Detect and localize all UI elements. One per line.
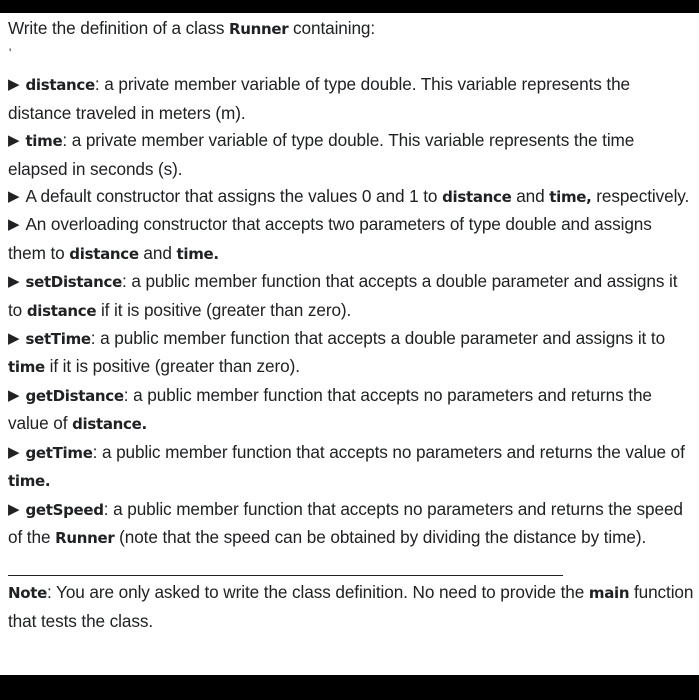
section-divider (8, 575, 563, 576)
note-paragraph (8, 579, 694, 635)
item-text: An overloading constructor that accepts two parameters of type double and assigns them to (8, 214, 652, 263)
item-text: if it is positive (greater than zero). (44, 356, 300, 377)
question-content (8, 15, 694, 635)
arrow-bullet-icon: ▶ (8, 188, 20, 206)
item-text: if it is positive (greater than zero). (96, 299, 352, 320)
intro-paragraph (8, 15, 694, 43)
item-text: : a private member variable of type double. This variable represents the time elapsed in seconds (s). (8, 130, 635, 179)
note-text: : You are only asked to write the class definition. No need to provide the (47, 582, 589, 603)
item-text: : a public member function that accepts a double parameter and assigns it to (8, 271, 678, 320)
list-item-set-time (8, 325, 694, 382)
list-item-time (8, 127, 694, 183)
list-item-get-speed (8, 496, 694, 553)
item-term: distance (69, 244, 139, 263)
item-text: and (511, 186, 550, 207)
list-item-get-distance (8, 382, 694, 439)
note-text: function that tests the class. (8, 582, 694, 631)
stray-mark: ' (9, 46, 12, 61)
arrow-bullet-icon: ▶ (8, 132, 20, 150)
item-term: getTime (25, 443, 93, 462)
list-item-get-time (8, 439, 694, 496)
item-term: time (8, 358, 45, 377)
item-term: distance. (72, 415, 147, 434)
item-text: A default constructor that assigns the values 0 and 1 to (25, 186, 443, 207)
note-term: main (588, 584, 630, 603)
item-text: : a public member function that accepts no parameters and returns the value of (8, 384, 652, 434)
item-term: setTime (25, 330, 91, 349)
list-item-overloading-constructor (8, 211, 694, 268)
arrow-bullet-icon: ▶ (8, 273, 20, 291)
item-term: distance (25, 76, 95, 95)
item-term: distance (26, 301, 97, 320)
note-label: Note (8, 584, 48, 603)
item-text: : a public member function that accepts a double parameter and assigns it to (90, 328, 666, 349)
list-item-distance (8, 71, 694, 127)
item-term: distance (442, 188, 512, 207)
item-text: : a private member variable of type double. This variable represents the distance traveled in meters (m). (8, 74, 631, 123)
arrow-bullet-icon: ▶ (8, 386, 20, 404)
item-term: time. (176, 244, 219, 263)
list-item-default-constructor (8, 183, 694, 211)
arrow-bullet-icon: ▶ (8, 330, 20, 348)
item-term: time, (549, 188, 592, 207)
intro-suffix: containing: (288, 18, 376, 38)
class-name: Runner (229, 20, 289, 38)
intro-prefix: Write the definition of a class (8, 18, 229, 38)
item-text: (note that the speed can be obtained by dividing the distance by time). (114, 526, 647, 547)
item-term: getSpeed (25, 500, 104, 519)
item-text: respectively. (591, 186, 690, 207)
item-text: : a public member function that accepts no parameters and returns the value of (92, 441, 685, 462)
item-text: : a public member function that accepts no parameters and returns the speed of the (8, 498, 683, 547)
arrow-bullet-icon: ▶ (8, 443, 20, 461)
question-document (0, 13, 699, 675)
item-term: time (25, 132, 63, 151)
item-term: time. (8, 472, 51, 491)
item-term: setDistance (25, 273, 122, 292)
item-term: getDistance (25, 386, 124, 405)
item-text: and (138, 242, 177, 263)
list-item-set-distance (8, 268, 694, 325)
arrow-bullet-icon: ▶ (8, 76, 20, 94)
arrow-bullet-icon: ▶ (8, 216, 20, 234)
arrow-bullet-icon: ▶ (8, 500, 20, 518)
item-term: Runner (55, 528, 115, 547)
